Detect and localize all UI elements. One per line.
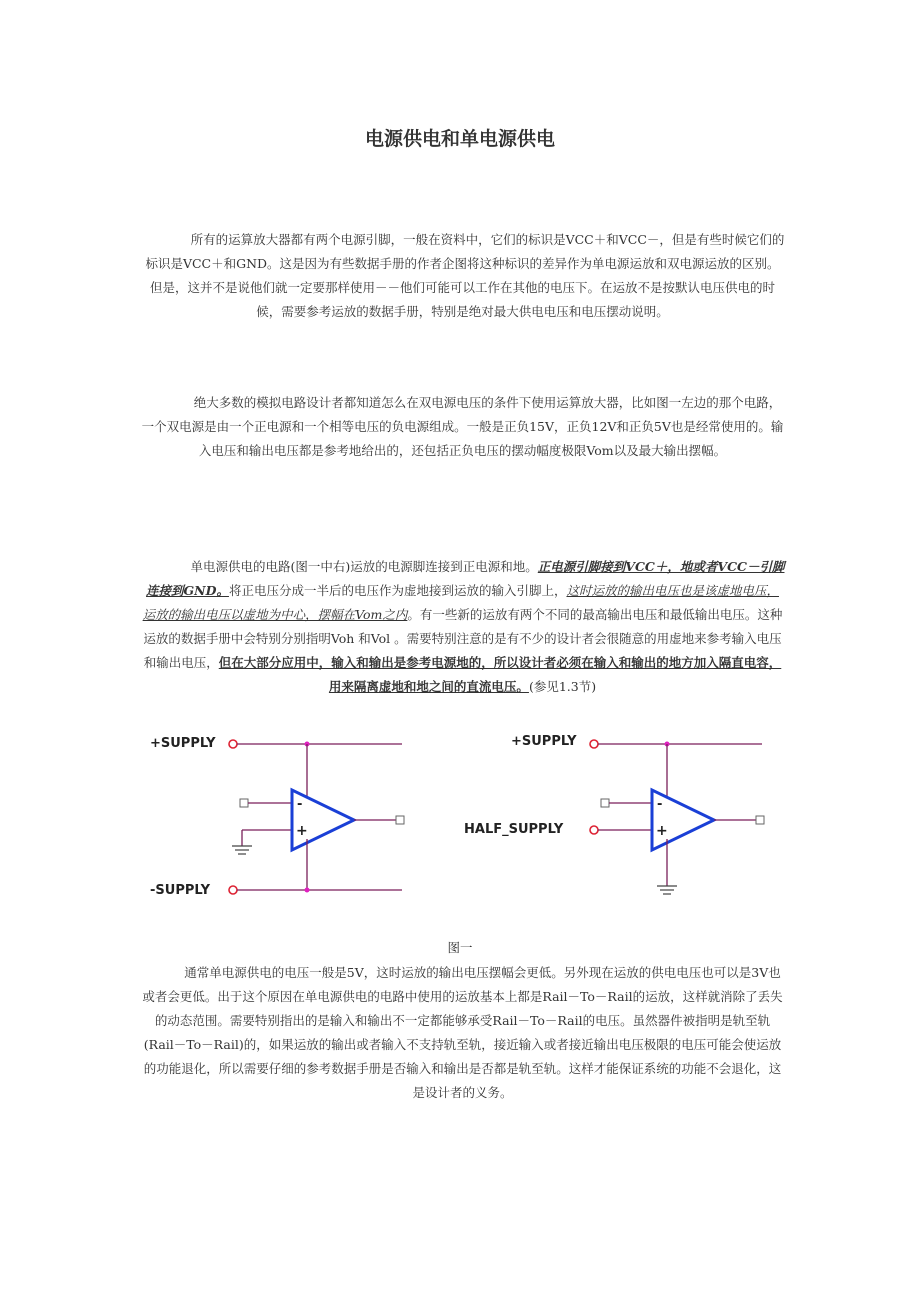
ground-icon (657, 886, 677, 894)
terminal-icon (590, 740, 598, 748)
left-positive-supply-label: +SUPPLY (150, 736, 216, 751)
noninverting-sign: + (656, 823, 668, 839)
paragraph-dual-supply (140, 391, 785, 463)
text-run: (参见1.3节) (528, 679, 597, 694)
terminal-icon (229, 886, 237, 894)
paragraph-text: 所有的运算放大器都有两个电源引脚，一般在资料中，它们的标识是VCC＋和VCC－，但是有些时候它们的标识是VCC＋和GND。这是因为有些数据手册的作者企图将这种标识的差异作为单电源运放和双电源运放的区别。但是，这并不是说他们就一定要那样使用－－他们可能可以工作在其他的电压下。在运放不是按默认电压供电的时候，需要参考运放的数据手册，特别是绝对最大供电电压和电压摆动说明。 (145, 232, 785, 319)
figure-caption: 图一 (447, 940, 473, 955)
terminal-icon (590, 826, 598, 834)
opamp-supply-figure (140, 722, 780, 922)
output-terminal (396, 816, 404, 824)
input-terminal (601, 799, 609, 807)
output-terminal (756, 816, 764, 824)
inverting-sign: - (657, 797, 663, 812)
paragraph-power-pins (140, 228, 785, 324)
single-supply-circuit (464, 734, 764, 894)
italic-run: 这时运放的输出电压也是该虚地电压，运放的输出电压以虚地为中心，摆幅在Vom之内 (142, 583, 779, 622)
inverting-sign: - (297, 797, 303, 812)
page-title: 电源供电和单电源供电 (364, 128, 555, 150)
paragraph-text: 通常单电源供电的电压一般是5V，这时运放的输出电压摆幅会更低。另外现在运放的供电电压也可以是3V也或者会更低。出于这个原因在单电源供电的电路中使用的运放基本上都是Rail－To－Rail的运放，这样就消除了丢失的动态范围。需要特别指出的是输入和输出不一定都能够承受Rail－To－Rail的电压。虽然器件被指明是轨至轨(Rail－To－Rail)的，如果运放的输出或者输入不支持轨至轨，接近输入或者接近输出电压极限的电压可能会使运放的功能退化，所以需要仔细的参考数据手册是否输入和输出是否都是轨至轨。这样才能保证系统的功能不会退化，这是设计者的义务。 (142, 965, 783, 1100)
noninverting-sign: + (296, 823, 308, 839)
terminal-icon (229, 740, 237, 748)
emphasis-run: 正电源引脚接到VCC＋，地或者VCC－引脚连接到GND。 (146, 559, 785, 598)
text-run: 将正电压分成一半后的电压作为虚地接到运放的输入引脚上， (228, 583, 567, 598)
input-terminal (240, 799, 248, 807)
text-run: 单电源供电的电路(图一中右)运放的电源脚连接到正电源和地。 (190, 559, 538, 574)
paragraph-single-supply (140, 555, 785, 699)
dual-supply-circuit (150, 736, 404, 898)
half-supply-label: HALF_SUPPLY (464, 822, 564, 837)
text-run: 。有一些新的运放有两个不同的最高输出电压和最低输出电压。这种运放的数据手册中会特别分别指明Voh 和Vol 。需要特别注意的是有不少的设计者会很随意的用虚地来参考输入电压和输出电压， (143, 607, 783, 670)
junction-dot (305, 888, 310, 893)
ground-icon (232, 846, 252, 854)
paragraph-rail-to-rail (140, 961, 785, 1105)
bold-run: 但在大部分应用中，输入和输出是参考电源地的，所以设计者必须在输入和输出的地方加入隔直电容，用来隔离虚地和地之间的直流电压。 (218, 655, 782, 694)
right-positive-supply-label: +SUPPLY (511, 734, 577, 749)
left-negative-supply-label: -SUPPLY (150, 883, 211, 898)
paragraph-text: 绝大多数的模拟电路设计者都知道怎么在双电源电压的条件下使用运算放大器，比如图一左边的那个电路，一个双电源是由一个正电源和一个相等电压的负电源组成。一般是正负15V，正负12V和正负5V也是经常使用的。输入电压和输出电压都是参考地给出的，还包括正负电压的摆动幅度极限Vom以及最大输出摆幅。 (141, 395, 784, 458)
